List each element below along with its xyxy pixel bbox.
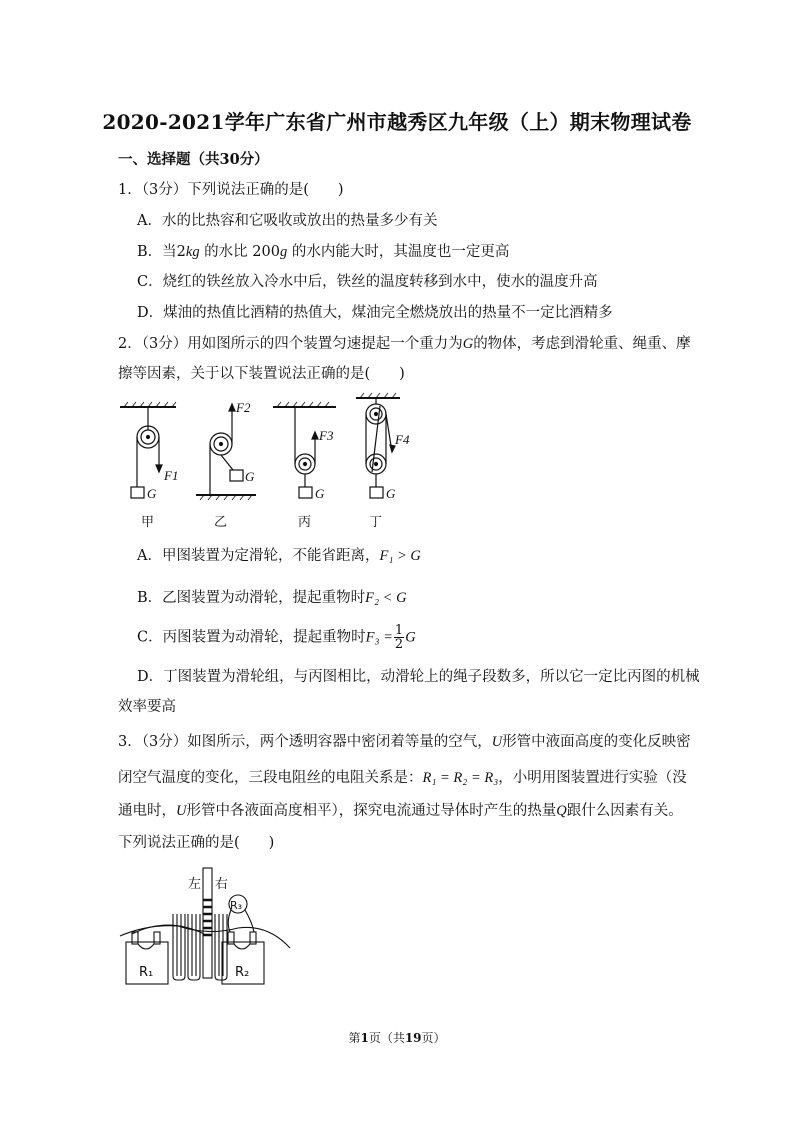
q3-stem-line1: 3．（3分）如图所示，两个透明容器中密闭着等量的空气，U形管中液面高度的变化反映密 — [118, 734, 691, 750]
label-r2: R₂ — [235, 965, 250, 980]
section-heading: 一、选择题（共30分） — [118, 151, 269, 168]
q1-option-d: D．煤油的热值比酒精的热值大，煤油完全燃烧放出的热量不一定比酒精多 — [137, 305, 613, 321]
fraction-one-half: $\frac{1}{2}$ — [394, 623, 404, 652]
q2-option-d-line1: D．丁图装置为滑轮组，与丙图相比，动滑轮上的绳子段数多，所以它一定比丙图的机械 — [137, 669, 700, 685]
q3-stem-line2: 闭空气温度的变化，三段电阻丝的电阻关系是：R₁ = R₂ = R₃，小明用图装置进行实验（没 — [118, 770, 687, 786]
exam-title: 2020-2021学年广东省广州市越秀区九年级（上）期末物理试卷 — [102, 110, 692, 134]
page-footer: 第1页（共19页） — [348, 1031, 446, 1045]
figure-label-jia: 甲 — [141, 515, 155, 530]
force-label-f3: F3 — [319, 428, 334, 443]
label-left: 左 — [188, 877, 202, 892]
figure-label-yi: 乙 — [214, 515, 228, 530]
q3-stem-line3: 通电时，U形管中各液面高度相平），探究电流通过导体时产生的热量Q跟什么因素有关。 — [118, 803, 683, 819]
label-r1: R₁ — [139, 965, 154, 980]
label-right: 右 — [215, 877, 229, 892]
q1-stem: 1．（3分）下列说法正确的是( ) — [118, 182, 344, 198]
force-label-f1: F1 — [164, 468, 179, 483]
q2-option-b: B．乙图装置为动滑轮，提起重物时F₂ < G — [137, 590, 407, 606]
force-label-f2: F2 — [236, 400, 251, 415]
joule-heating-figure — [118, 866, 293, 991]
weight-label-yi: G — [245, 469, 255, 484]
pulley-figure — [118, 392, 418, 532]
weight-label-ding: G — [386, 486, 396, 501]
q2-option-c: C．丙图装置为动滑轮，提起重物时F₃ = $\frac{1}{2}$ G — [137, 623, 416, 652]
q1-option-b: B．当2kg 的水比 200g 的水内能大时，其温度也一定更高 — [137, 244, 510, 260]
q1-option-a: A．水的比热容和它吸收或放出的热量多少有关 — [137, 213, 438, 229]
q3-stem-line4: 下列说法正确的是( ) — [118, 835, 275, 851]
label-r3: R₃ — [230, 899, 243, 912]
weight-label-jia: G — [147, 486, 157, 501]
q2-option-a: A．甲图装置为定滑轮，不能省距离，F₁ > G — [137, 548, 421, 564]
figure-label-bing: 丙 — [298, 515, 312, 530]
figure-label-ding: 丁 — [369, 515, 383, 530]
q2-stem-line1: 2．（3分）用如图所示的四个装置匀速提起一个重力为G的物体，考虑到滑轮重、绳重、摩 — [118, 336, 691, 352]
q2-stem-line2: 擦等因素，关于以下装置说法正确的是( ) — [118, 366, 405, 382]
q2-option-d-line2: 效率要高 — [118, 699, 176, 715]
weight-label-bing: G — [315, 486, 325, 501]
force-label-f4: F4 — [395, 432, 410, 447]
q1-option-c: C．烧红的铁丝放入冷水中后，铁丝的温度转移到水中，使水的温度升高 — [137, 274, 598, 290]
